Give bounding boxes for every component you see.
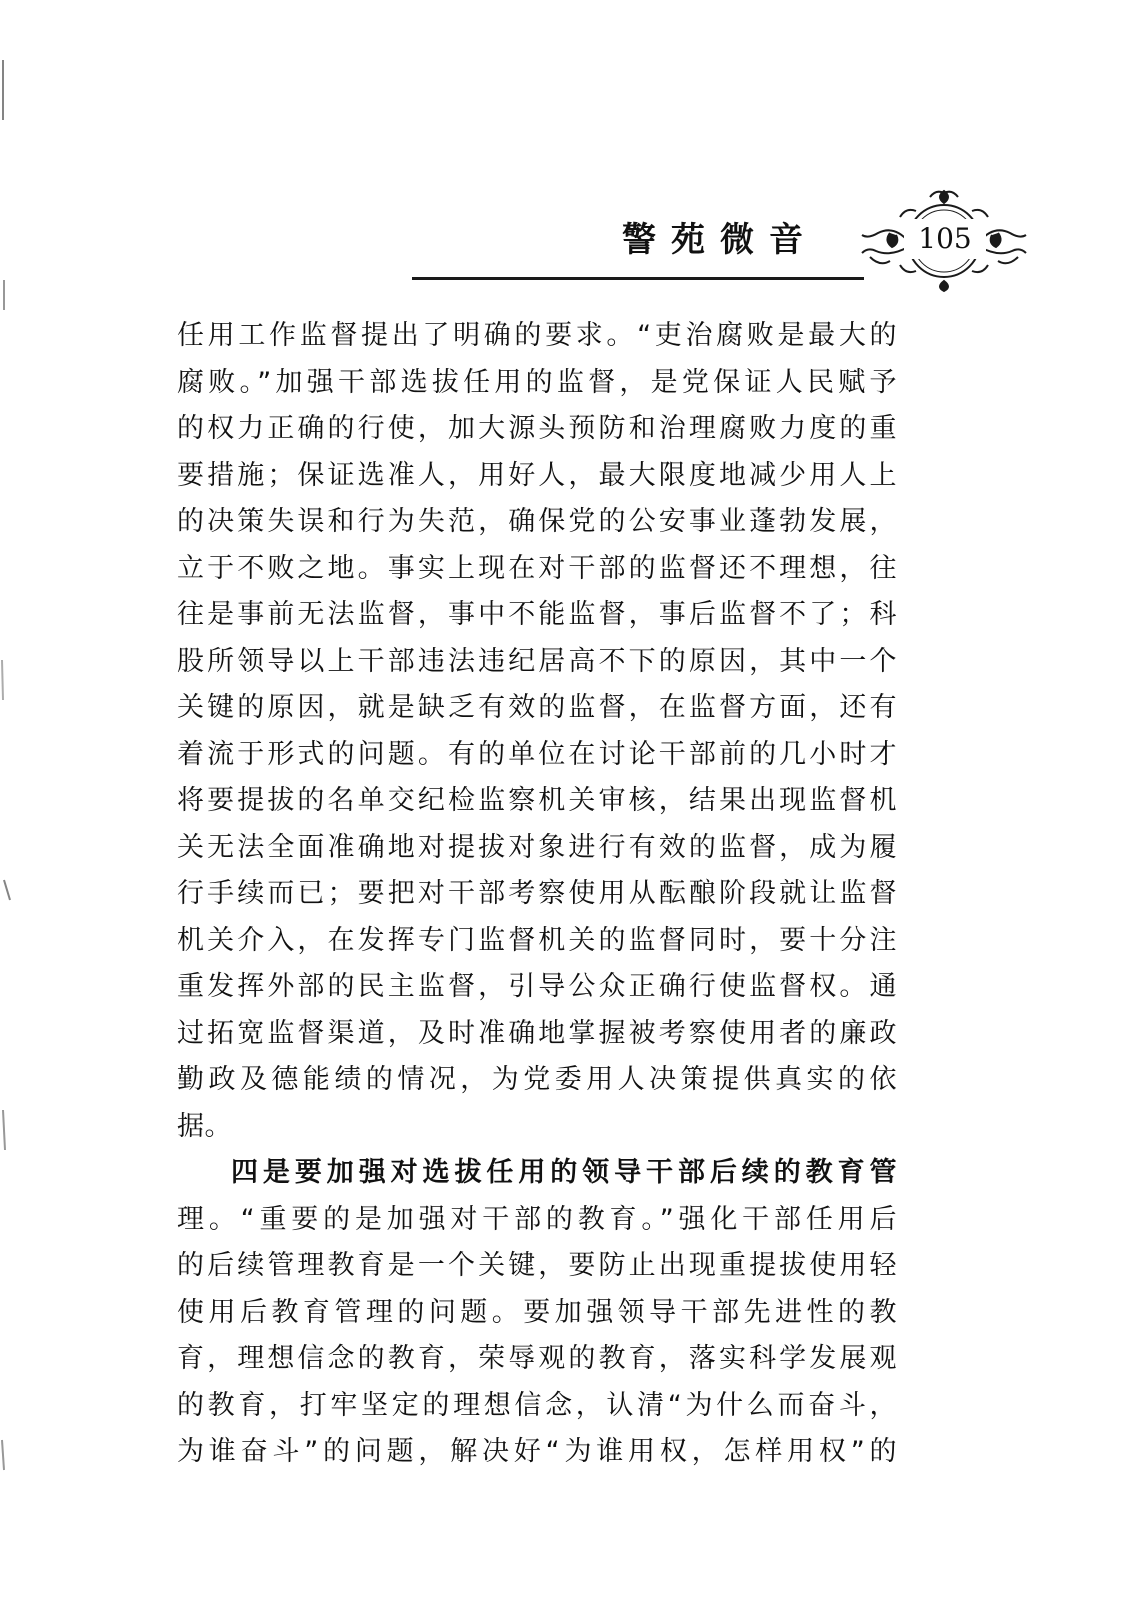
text-line: 据。 [177,1110,232,1142]
text-line: 的权力正确的行使，加大源头预防和治理腐败力度的重 [177,413,897,444]
text-line: 勤政及德能绩的情况，为党委用人决策提供真实的依 [177,1064,897,1095]
text-line: 行手续而已；要把对干部考察使用从酝酿阶段就让监督 [177,878,897,909]
header-rule [412,277,864,280]
page-number: 105 [904,219,986,259]
body-text [177,313,897,1476]
text-line: 将要提拔的名单交纪检监察机关审核，结果出现监督机 [177,785,897,816]
text-line: 关无法全面准确地对提拔对象进行有效的监督，成为履 [177,831,897,863]
paragraph-2 [177,1150,897,1476]
text-line: 往是事前无法监督，事中不能监督，事后监督不了；科 [177,599,897,630]
text-line: 育，理想信念的教育，荣辱观的教育，落实科学发展观 [177,1343,897,1374]
section-heading: 四是要加强对选拔任用的领导干部后续的教育管 [231,1157,897,1188]
text-line: 的后续管理教育是一个关键，要防止出现重提拔使用轻 [177,1250,897,1281]
text-line: 要措施；保证选准人，用好人，最大限度地减少用人上 [177,459,897,491]
text-line: 股所领导以上干部违法违纪居高不下的原因，其中一个 [177,645,897,677]
text-line: 理。“重要的是加强对干部的教育。”强化干部任用后 [177,1203,897,1235]
text-line: 重发挥外部的民主监督，引导公众正确行使监督权。通 [177,971,897,1002]
text-line: 着流于形式的问题。有的单位在讨论干部前的几小时才 [177,738,897,770]
text-line: 任用工作监督提出了明确的要求。“吏治腐败是最大的 [177,320,897,351]
text-line: 立于不败之地。事实上现在对干部的监督还不理想，往 [177,552,897,584]
text-line: 过拓宽监督渠道，及时准确地掌握被考察使用者的廉政 [177,1017,897,1049]
text-line: 的教育，打牢坚定的理想信念，认清“为什么而奋斗， [177,1389,897,1421]
text-line: 为谁奋斗”的问题，解决好“为谁用权，怎样用权”的 [177,1436,897,1467]
section-title: 警苑微音 [622,220,818,260]
text-line: 腐败。”加强干部选拔任用的监督，是党保证人民赋予 [177,366,897,398]
text-line: 使用后教育管理的问题。要加强领导干部先进性的教 [177,1296,897,1328]
paragraph-1 [177,313,897,1150]
text-line: 关键的原因，就是缺乏有效的监督，在监督方面，还有 [177,692,897,723]
text-line: 的决策失误和行为失范，确保党的公安事业蓬勃发展， [177,506,897,537]
text-line: 机关介入，在发挥专门监督机关的监督同时，要十分注 [177,924,897,956]
scan-edge-marks [0,0,14,1600]
